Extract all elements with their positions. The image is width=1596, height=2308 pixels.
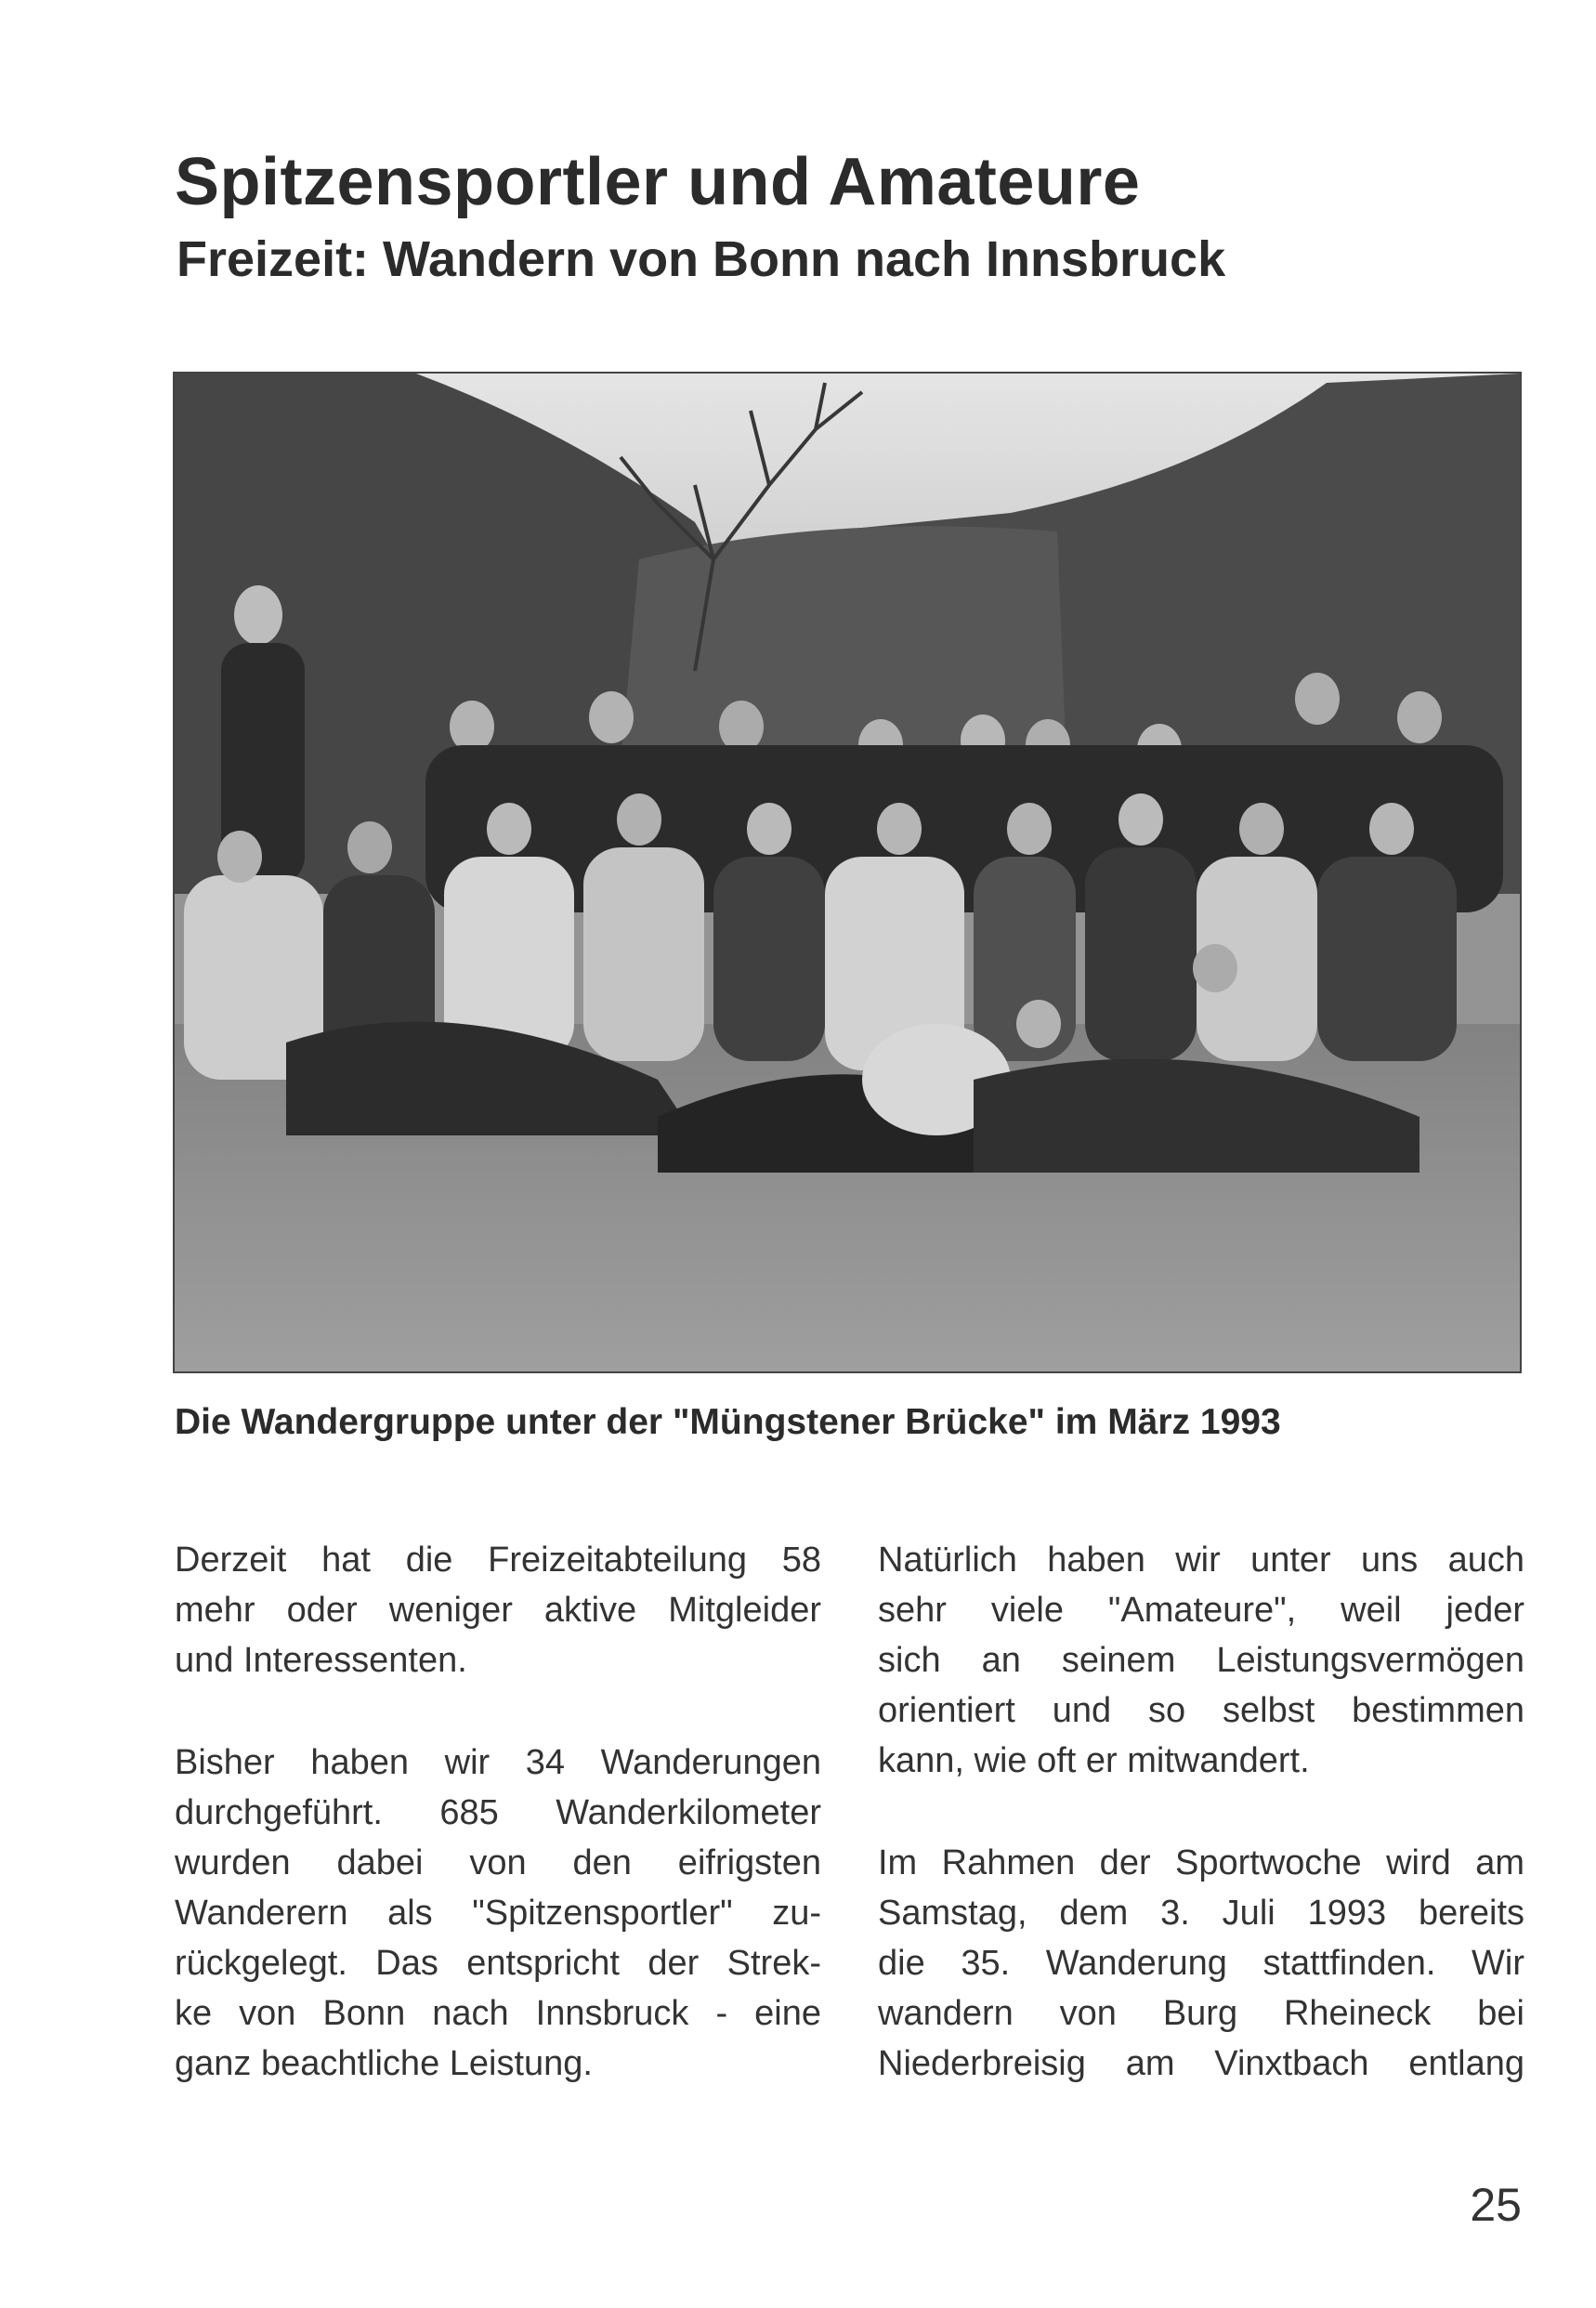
text-line: Bisher haben wir 34 Wanderungen — [175, 1743, 821, 1782]
text-line: ke von Bonn nach Innsbruck - eine — [175, 1994, 821, 2033]
text-line: rückgelegt. Das entspricht der Strek- — [175, 1944, 821, 1983]
text-line: sich an seinem Leistungsvermögen — [878, 1641, 1524, 1680]
paragraph — [175, 1535, 821, 1685]
photo-caption: Die Wandergruppe unter der "Müngstener Brücke" im März 1993 — [175, 1402, 1281, 1442]
page-number: 25 — [1470, 2179, 1522, 2231]
text-line: Wanderern als "Spitzensportler" zu- — [175, 1894, 821, 1933]
text-line: orientiert und so selbst bestimmen — [878, 1691, 1524, 1730]
text-line: kann, wie oft er mitwandert. — [878, 1741, 1310, 1780]
text-line: Im Rahmen der Sportwoche wird am — [878, 1843, 1524, 1882]
text-line: Samstag, dem 3. Juli 1993 bereits — [878, 1894, 1524, 1933]
paragraph — [175, 1738, 821, 2089]
right-column — [878, 1535, 1524, 2089]
text-line: ganz beachtliche Leistung. — [175, 2044, 593, 2083]
text-line: wurden dabei von den eifrigsten — [175, 1843, 821, 1882]
group-photo — [173, 372, 1522, 1373]
paragraph — [878, 1535, 1524, 1786]
text-line: Natürlich haben wir unter uns auch — [878, 1541, 1524, 1580]
text-line: wandern von Burg Rheineck bei — [878, 1994, 1524, 2033]
article-subtitle: Freizeit: Wandern von Bonn nach Innsbruck — [177, 231, 1226, 287]
paragraph — [878, 1838, 1524, 2089]
left-column — [175, 1535, 821, 2089]
text-line: Niederbreisig am Vinxtbach entlang — [878, 2044, 1524, 2083]
article-title: Spitzensportler und Amateure — [175, 145, 1141, 219]
text-line: durchgeführt. 685 Wanderkilometer — [175, 1793, 821, 1832]
text-line: und Interessenten. — [175, 1641, 467, 1680]
text-line: Derzeit hat die Freizeitabteilung 58 — [175, 1541, 821, 1580]
text-line: sehr viele "Amateure", weil jeder — [878, 1591, 1524, 1630]
text-line: die 35. Wanderung stattfinden. Wir — [878, 1944, 1524, 1983]
text-line: mehr oder weniger aktive Mitgleider — [175, 1591, 821, 1630]
